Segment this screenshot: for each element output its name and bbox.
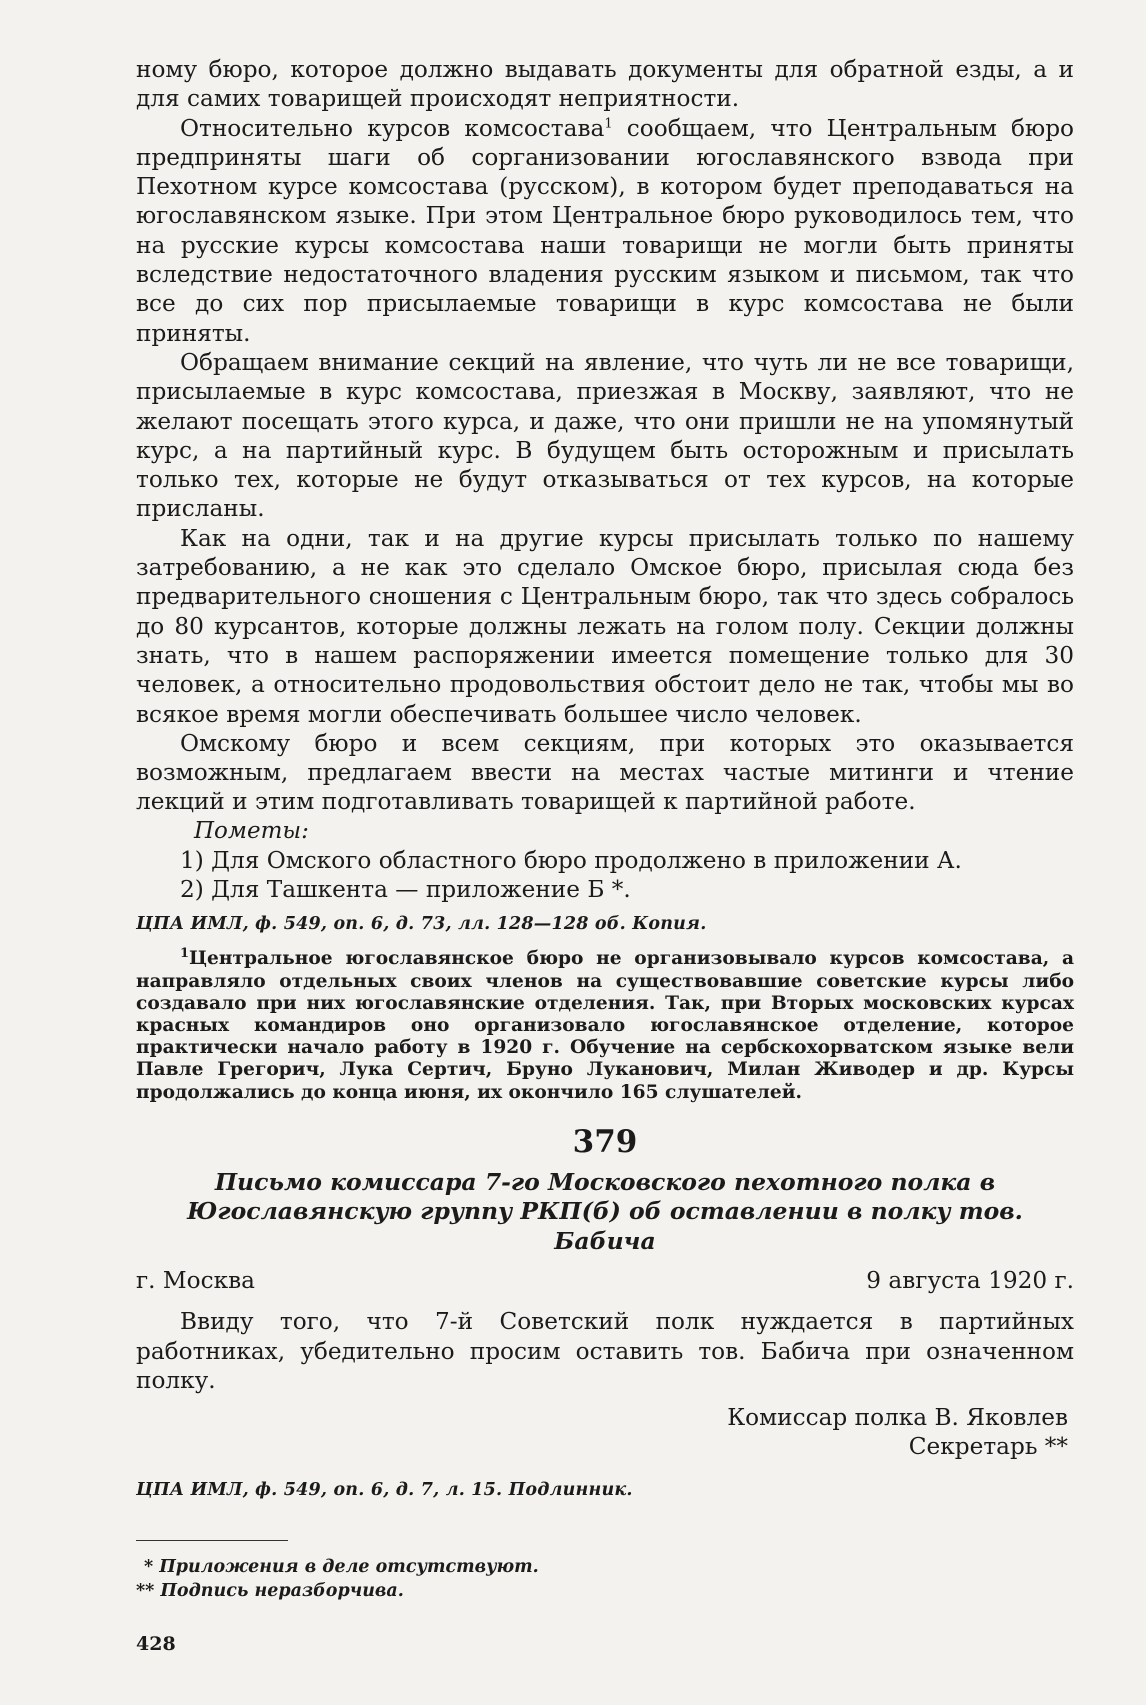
main-text-block	[136, 55, 1074, 1655]
document-title: Письмо комиссара 7-го Московского пехотного полка в Югославянскую группу РКП(б) об оставлении в полку тов. Бабича	[187, 1167, 1023, 1255]
footnote-marker: 1	[604, 115, 613, 131]
paragraph-omsk: Омскому бюро и всем секциям, при которых это оказывается возможным, предлагаем ввести на местах частые митинги и чтение лекций и этим подготавливать товарищей к партийной работе.	[136, 729, 1074, 816]
paragraph-attention: Обращаем внимание секций на явление, что чуть ли не все товарищи, присылаемые в курс комсостава, приезжая в Москву, заявляют, что не желают посещать этого курса, и даже, что они пришли не на упомянутый курс, а на партийный курс. В будущем быть осторожным и присылать только тех, которые не будут отказываться от тех курсов, на которые присланы.	[136, 348, 1074, 523]
remark-item: 1) Для Омского областного бюро продолжено в приложении А.	[180, 846, 962, 874]
document-source: ЦПА ИМЛ, ф. 549, оп. 6, д. 7, л. 15. Подлинник.	[136, 1479, 633, 1500]
paragraph-courses: Относительно курсов комсостава$^1$ сообщаем, что Центральным бюро предприняты шаги об сорганизовании югославянского взвода при Пехотном курсе комсостава (русском), в котором будет преподаваться на югославянском языке. При этом Центральное бюро руководилось тем, что на русские курсы комсостава наши товарищи не могли быть приняты вследствие недостаточного владения русским языком и письмом, так что все до сих пор присылаемые товарищи в курс комсостава не были приняты.	[136, 114, 1075, 347]
document-body: Ввиду того, что 7-й Советский полк нуждается в партийных работниках, убедительно просим оставить тов. Бабича при означенном полку.	[136, 1308, 1074, 1394]
paragraph-requests: Как на одни, так и на другие курсы присылать только по нашему затребованию, а не как это сделало Омское бюро, присылая сюда без предварительного сношения с Центральным бюро, так что здесь собралось до 80 курсантов, которые должны лежать на голом полу. Секции должны знать, что в нашем распоряжении имеется помещение только для 30 человек, а относительно продовольствия обстоит дело не так, чтобы мы во всякое время могли обеспечивать большее число человек.	[136, 524, 1074, 728]
note-double-star: ** Подпись неразборчива.	[136, 1580, 404, 1601]
paragraph-continuation: ному бюро, которое должно выдавать документы для обратной езды, а и для самих товарищей происходят неприятности.	[136, 56, 1074, 113]
signature-commissar: Комиссар полка В. Яковлев	[727, 1404, 1068, 1432]
page-number: 428	[136, 1632, 176, 1655]
note-single-star: * Приложения в деле отсутствуют.	[144, 1556, 539, 1577]
footnote: $^1$Центральное югославянское бюро не организовывало курсов комсостава, а направляло отдельных своих членов на существовавшие советские курсы либо создавало при них югославянские отделения. Так, при Вторых московских курсах красных командиров оно организовало югославянское отделение, которое практически начало работу в 1920 г. Обучение на сербскохорватском языке вели Павле Грегорич, Лука Сертич, Бруно Луканович, Милан Живодер и др. Курсы продолжались до конца июня, их окончило 165 слушателей.	[136, 946, 1074, 1103]
signature-secretary: Секретарь **	[908, 1433, 1068, 1461]
remark-item: 2) Для Ташкента — приложение Б *.	[180, 876, 631, 904]
document-place: г. Москва	[136, 1267, 255, 1295]
document-date: 9 августа 1920 г.	[866, 1267, 1074, 1295]
document-number: 379	[572, 1123, 638, 1160]
remarks-title: Пометы:	[194, 817, 309, 844]
place-date-line	[136, 1266, 1074, 1295]
archive-source: ЦПА ИМЛ, ф. 549, оп. 6, д. 73, лл. 128—128 об. Копия.	[136, 914, 707, 935]
